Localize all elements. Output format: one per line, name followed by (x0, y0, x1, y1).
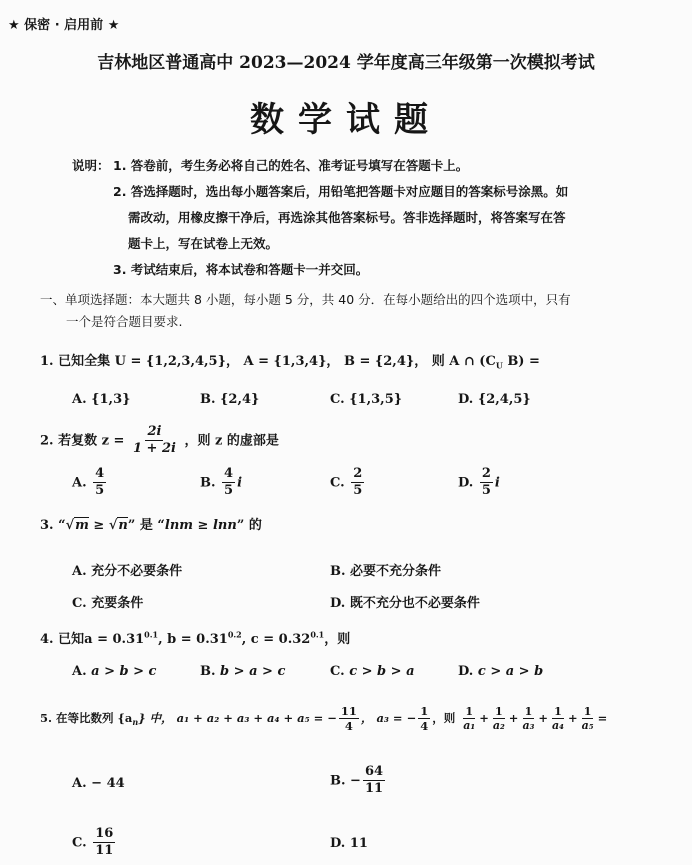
q3-option-d (330, 592, 480, 611)
q2-option-a (72, 466, 108, 500)
section-heading-line-1: 一、单项选择题：本大题共 8 小题，每小题 5 分，共 40 分．在每小题给出的四个选项中，只有 (40, 292, 571, 307)
option-letter: B. (330, 773, 346, 789)
value-a: a = 0.31 (84, 632, 145, 647)
fraction-numerator: 4 (222, 466, 235, 483)
q4-option-b (200, 664, 285, 679)
fraction-denominator: 5 (224, 483, 234, 499)
option-text: c > b > a (349, 664, 415, 679)
fraction-denominator: a₁ (463, 719, 476, 733)
fraction-numerator: 16 (93, 826, 115, 843)
option-sign: − (350, 773, 361, 789)
q4-option-d (458, 664, 543, 679)
fraction (351, 466, 364, 500)
q1-option-c (330, 392, 402, 407)
section-heading-line-2: 一个是符合题目要求. (66, 314, 183, 329)
value-b: , b = 0.31 (158, 632, 228, 647)
exponent-c: 0.1 (310, 629, 325, 640)
confidential-mark: ★ 保密 · 启用前 ★ (8, 18, 120, 33)
question-4 (40, 628, 350, 647)
fraction (363, 764, 385, 798)
question-4-prefix: 已知 (58, 632, 85, 647)
sqrt-n: √n (108, 518, 128, 533)
fraction-numerator: 1 (554, 704, 562, 718)
a3-expression: ， a₃ = − (360, 710, 417, 725)
option-letter: D. (458, 392, 474, 407)
instruction-line-4: 题卡上，写在试卷上无效。 (128, 236, 279, 251)
instructions-label: 说明： (72, 158, 110, 173)
option-letter: A. (72, 392, 87, 407)
option-text: 必要不充分条件 (350, 564, 442, 579)
question-5 (40, 704, 607, 734)
fraction (339, 704, 359, 734)
option-letter: A. (72, 776, 87, 791)
reciprocal-a4 (550, 705, 566, 734)
question-1-text: 已知全集 U = {1,2,3,4,5}， A = {1,3,4}， B = {2,4}， 则 A ∩ (C (58, 354, 496, 369)
fraction-numerator: 11 (340, 704, 357, 718)
complement-subscript: U (495, 360, 503, 371)
fraction-numerator: 1 (524, 704, 533, 718)
fraction-denominator: 4 (420, 719, 429, 734)
fraction-denominator: a₄ (552, 719, 564, 733)
question-5-prefix: 在等比数列 {a (56, 710, 133, 725)
option-letter: D. (330, 596, 346, 611)
fraction-denominator: a₅ (581, 719, 594, 733)
q3-option-a (72, 560, 182, 579)
option-letter: A. (72, 475, 87, 491)
plus-sign: + (538, 710, 549, 725)
fraction-denominator: 11 (364, 781, 384, 797)
question-number: 1. (40, 354, 54, 369)
option-text: 既不充分也不必要条件 (349, 596, 480, 611)
option-letter: C. (330, 475, 345, 491)
fraction (222, 466, 235, 500)
exam-title: 吉林地区普通高中 2023—2024 学年度高三年级第一次模拟考试 (97, 53, 595, 73)
value-c: , c = 0.32 (241, 632, 311, 647)
fraction-denominator: 1 + 2i (132, 441, 176, 457)
option-letter: B. (200, 392, 216, 407)
option-letter: C. (72, 596, 87, 611)
q1-option-b (200, 392, 259, 407)
instruction-line-5: 3. 考试结束后，将本试卷和答题卡一并交回。 (113, 262, 369, 277)
reciprocal-a5 (580, 705, 596, 734)
question-1-tail: B) = (502, 354, 540, 369)
plus-sign: + (479, 710, 489, 725)
reciprocal-a3 (520, 705, 536, 734)
option-suffix: i (237, 475, 243, 491)
question-1 (40, 350, 540, 371)
option-suffix: i (494, 475, 500, 491)
option-text: {2,4,5} (477, 392, 531, 407)
option-letter: B. (330, 564, 346, 579)
sqrt-m: √m (65, 518, 89, 533)
radicand-n: n (118, 518, 128, 533)
sum-expression: } 中， a₁ + a₂ + a₃ + a₄ + a₅ = − (138, 710, 337, 725)
q5-option-a (72, 776, 125, 791)
option-text: b > a > c (220, 664, 286, 679)
question-number: 5. (40, 710, 53, 725)
q5-option-c (72, 826, 117, 860)
mid-text: ” 是 “ (127, 518, 165, 533)
q1-option-a (72, 392, 131, 407)
close-text: ” 的 (236, 518, 262, 533)
option-text: 11 (349, 836, 368, 851)
q1-option-d (458, 392, 531, 407)
question-number: 3. (40, 518, 54, 533)
option-letter: A. (72, 664, 87, 679)
fraction (418, 704, 430, 734)
option-letter: D. (330, 836, 346, 851)
exponent-a: 0.1 (144, 629, 159, 640)
question-number: 2. (40, 433, 54, 449)
fraction-denominator: 11 (95, 843, 114, 859)
fraction-numerator: 1 (420, 704, 429, 718)
then-text: ，则 (432, 710, 456, 725)
exponent-b: 0.2 (227, 629, 242, 640)
instruction-line-1: 1. 答卷前，考生务必将自己的姓名、准考证号填写在答题卡上。 (113, 158, 469, 173)
question-2 (40, 424, 279, 458)
sequence-subscript: n (132, 717, 139, 728)
option-letter: C. (72, 835, 87, 851)
option-text: a > b > c (91, 664, 157, 679)
fraction-denominator: 5 (95, 483, 105, 499)
subject-title: 数学试题 (250, 100, 442, 140)
option-text: 充要条件 (91, 596, 144, 611)
open-quote: “ (58, 518, 66, 533)
option-text: {1,3,5} (349, 392, 403, 407)
option-text: 充分不必要条件 (91, 564, 183, 579)
q5-option-d (330, 836, 368, 851)
log-comparison: lnm ≥ lnn (164, 518, 237, 533)
q2-option-b (200, 466, 242, 500)
fraction-numerator: 4 (93, 466, 106, 483)
q4-option-a (72, 664, 156, 679)
option-text: {1,3} (91, 392, 131, 407)
fraction-denominator: a₃ (522, 719, 535, 733)
fraction (131, 424, 178, 458)
option-letter: C. (330, 392, 345, 407)
q3-option-c (72, 592, 143, 611)
option-letter: D. (458, 664, 474, 679)
question-4-suffix: ，则 (324, 632, 351, 647)
fraction-numerator: 1 (583, 704, 592, 718)
option-letter: C. (330, 664, 345, 679)
instruction-line-2: 2. 答选择题时，选出每小题答案后，用铅笔把答题卡对应题目的答案标号涂黑。如 (113, 184, 569, 199)
fraction (93, 466, 106, 500)
option-letter: D. (458, 475, 474, 491)
reciprocal-a1 (461, 705, 477, 734)
fraction-numerator: 64 (363, 764, 385, 781)
instruction-line-3: 需改动，用橡皮擦干净后，再选涂其他答案标号。答非选择题时，将答案写在答 (128, 210, 566, 225)
option-letter: B. (200, 475, 216, 491)
q5-option-b (330, 764, 387, 798)
fraction-numerator: 1 (494, 704, 503, 718)
q2-option-c (330, 466, 366, 500)
reciprocal-a2 (491, 705, 507, 734)
option-letter: B. (200, 664, 216, 679)
q3-option-b (330, 560, 441, 579)
question-2-suffix: ，则 z 的虚部是 (184, 433, 279, 449)
fraction-numerator: 2 (480, 466, 493, 483)
fraction-numerator: 2i (145, 424, 163, 441)
q4-option-c (330, 664, 415, 679)
fraction-denominator: 5 (481, 483, 491, 499)
fraction (93, 826, 115, 860)
fraction (480, 466, 493, 500)
fraction-denominator: a₂ (492, 719, 505, 733)
plus-sign: + (508, 710, 519, 725)
radicand-m: m (75, 518, 89, 533)
question-number: 4. (40, 632, 54, 647)
plus-sign: + (567, 710, 578, 725)
question-2-prefix: 若复数 z = (58, 433, 125, 449)
equals-sign: = (597, 710, 608, 725)
question-3 (40, 514, 262, 533)
fraction-denominator: 5 (353, 483, 363, 499)
ge-sign: ≥ (88, 518, 109, 533)
fraction-numerator: 2 (351, 466, 364, 483)
option-text: {2,4} (220, 392, 260, 407)
fraction-denominator: 4 (344, 719, 353, 734)
option-text: − 44 (91, 776, 125, 791)
option-text: c > a > b (477, 664, 544, 679)
q2-option-d (458, 466, 500, 500)
option-letter: A. (72, 564, 87, 579)
fraction-numerator: 1 (465, 704, 474, 718)
